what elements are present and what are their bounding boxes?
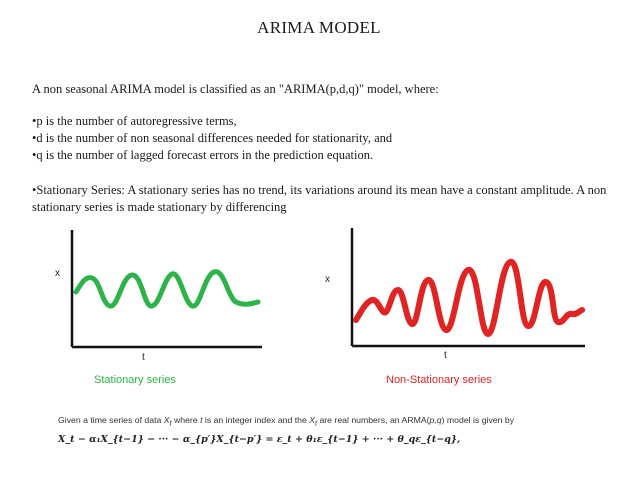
stationary-t-label: t <box>142 352 145 363</box>
stationary-x-label: x <box>55 268 60 279</box>
bullet-q: •q is the number of lagged forecast errors in the prediction equation. <box>32 148 374 162</box>
bullet-list <box>32 113 392 164</box>
non-stationary-plot <box>325 228 585 361</box>
stationary-caption: Stationary series <box>94 374 176 386</box>
non-stationary-caption: Non-Stationary series <box>386 374 492 386</box>
non-stationary-curve <box>356 262 582 334</box>
non-stationary-t-label: t <box>444 350 447 361</box>
intro-text: A non seasonal ARIMA model is classified as an "ARIMA(p,d,q)" model, where: <box>32 82 439 96</box>
bullet-d: •d is the number of non seasonal differences needed for stationarity, and <box>32 131 393 145</box>
series-illustrations <box>0 220 638 370</box>
bullet-p: •p is the number of autoregressive terms, <box>32 114 237 128</box>
non-stationary-x-label: x <box>325 274 330 285</box>
stationary-plot <box>55 230 262 363</box>
arma-formula: X_t − α₁X_{t−1} − ··· − α_{p′}X_{t−p′} = ε_t + θ₁ε_{t−1} + ··· + θ_qε_{t−q}, <box>58 434 461 445</box>
slide-title: ARIMA MODEL <box>257 18 381 37</box>
stationary-series-text: •Stationary Series: A stationary series has no trend, its variations around its mean have a constant amplitude. A non stationary series is made stationary by differencing <box>32 183 607 214</box>
arma-definition-text: Given a time series of data $X_t$ where t is an integer index and the $X_t$ are real numbers, an ARMA(p,q) model is given by <box>58 415 515 428</box>
stationary-curve <box>76 272 258 307</box>
